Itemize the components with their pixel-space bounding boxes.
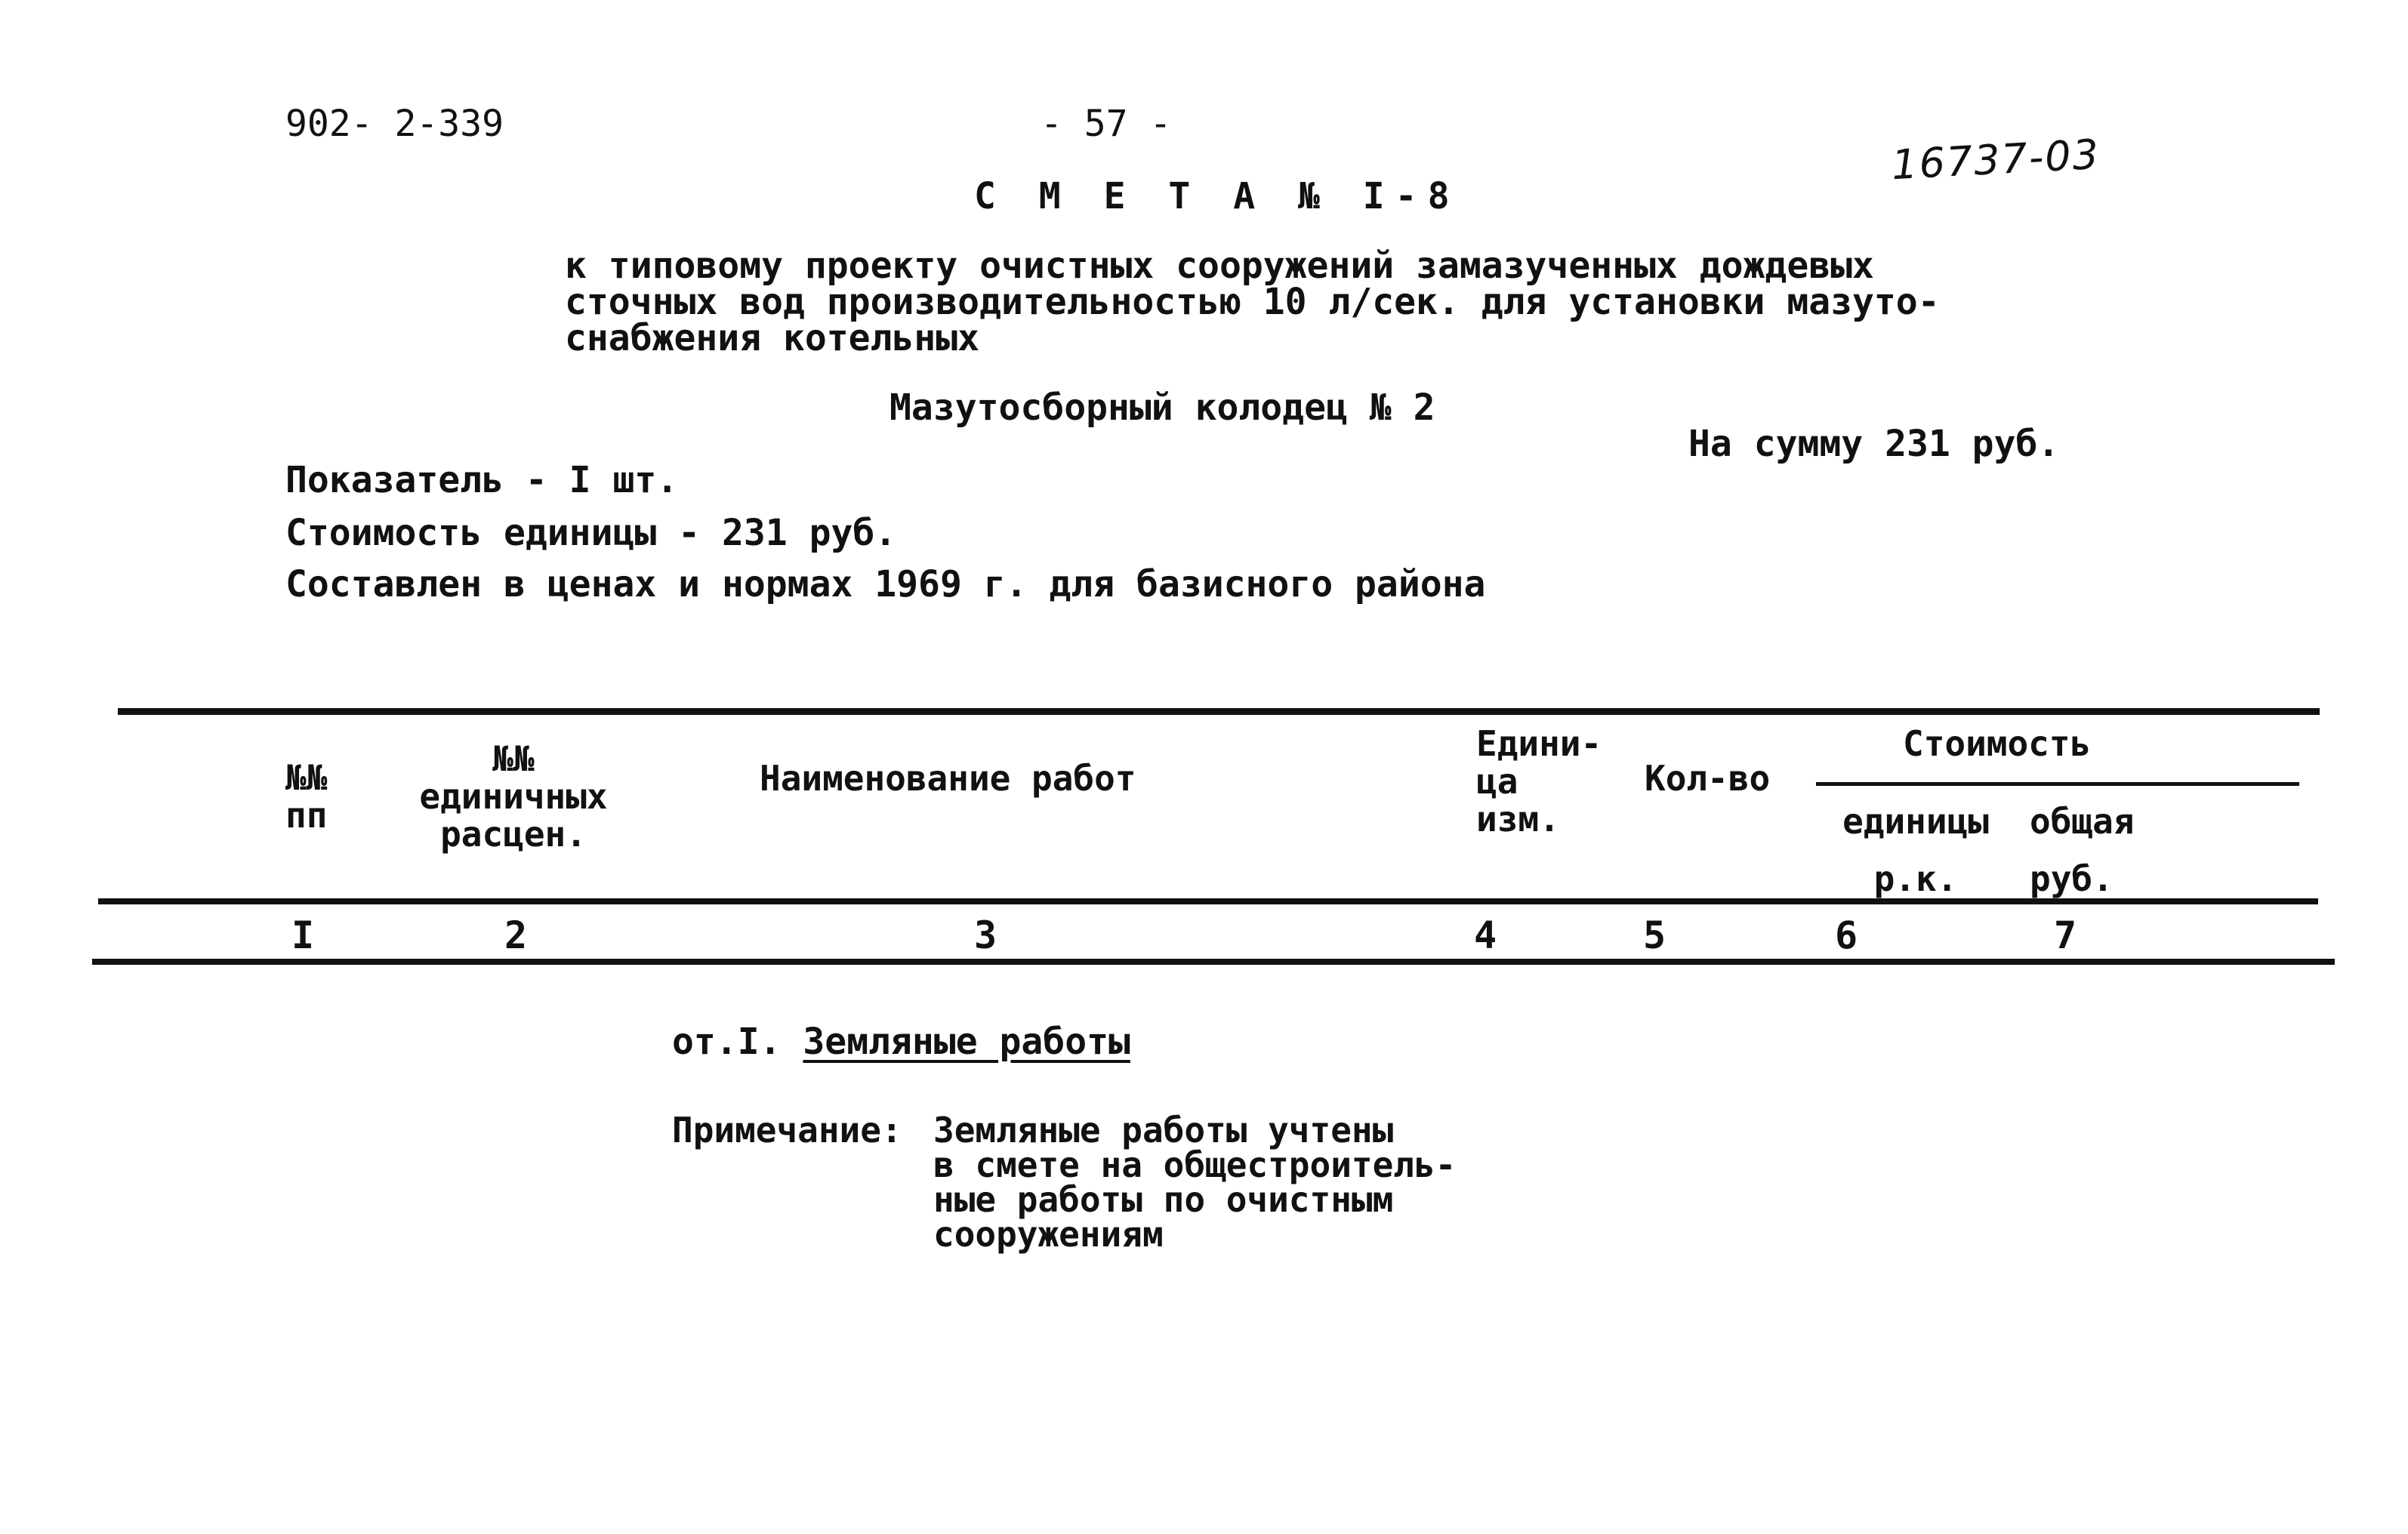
column-numbers-bottom-rule bbox=[92, 959, 2335, 965]
column-number: 7 bbox=[2054, 913, 2077, 957]
description-line: снабжения котельных bbox=[565, 317, 980, 359]
estimate-description bbox=[565, 245, 1940, 359]
doc-code: 902- 2-339 bbox=[285, 103, 504, 145]
header-cost-group: Стоимость bbox=[1903, 723, 2092, 764]
header-total-cost: общая руб. bbox=[2030, 801, 2135, 899]
estimate-title: С М Е Т А № I-8 bbox=[974, 175, 1460, 217]
note-text bbox=[933, 1110, 1457, 1255]
note-line: сооружениям bbox=[933, 1214, 1164, 1255]
header-quantity: Кол-во bbox=[1645, 758, 1771, 799]
column-number: I bbox=[291, 913, 315, 957]
note-line: в смете на общестроитель- bbox=[933, 1144, 1457, 1185]
description-line: сточных вод производительностью 10 л/сек. для установки мазуто- bbox=[565, 281, 1940, 323]
header-row-number: №№ пп bbox=[285, 757, 328, 836]
header-unit-cost: единицы р.к. bbox=[1842, 801, 1989, 899]
column-number: 2 bbox=[504, 913, 528, 957]
header-work-name: Наименование работ bbox=[760, 758, 1136, 799]
column-number: 5 bbox=[1643, 913, 1666, 957]
section-prefix: от.I. bbox=[672, 1021, 782, 1063]
note-label: Примечание: bbox=[672, 1110, 902, 1150]
indicator: Показатель - I шт. bbox=[285, 459, 679, 501]
total-sum: На сумму 231 руб. bbox=[1688, 423, 2060, 465]
table-top-rule bbox=[118, 708, 2320, 715]
header-unit: Едини- ца изм. bbox=[1476, 723, 1602, 839]
cost-group-rule bbox=[1816, 782, 2299, 786]
description-line: к типовому проекту очистных сооружений замазученных дождевых bbox=[565, 245, 1874, 287]
column-number: 3 bbox=[974, 913, 997, 957]
object-subtitle: Мазутосборный колодец № 2 bbox=[890, 387, 1435, 429]
inventory-number: 16737-03 bbox=[1890, 130, 2101, 189]
column-number: 6 bbox=[1835, 913, 1858, 957]
section-title: Земляные работы bbox=[803, 1021, 1130, 1063]
section-heading bbox=[672, 1021, 1130, 1063]
page-number: - 57 - bbox=[1041, 103, 1172, 145]
header-rate-number: №№ единичных расцен. bbox=[419, 738, 608, 855]
column-number: 4 bbox=[1474, 913, 1497, 957]
note-line: ные работы по очистным bbox=[933, 1179, 1394, 1220]
unit-cost: Стоимость единицы - 231 руб. bbox=[285, 512, 897, 554]
pricing-basis: Составлен в ценах и нормах 1969 г. для базисного района bbox=[285, 563, 1486, 605]
note-line: Земляные работы учтены bbox=[933, 1110, 1394, 1150]
